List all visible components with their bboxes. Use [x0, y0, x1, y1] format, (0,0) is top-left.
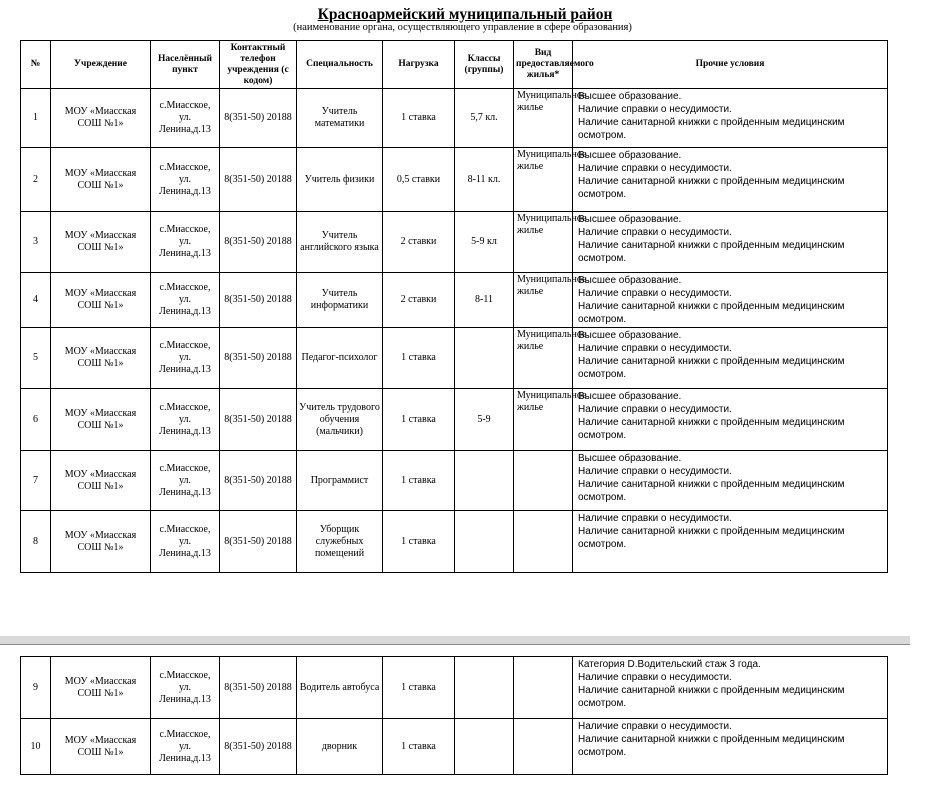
cell-phone: 8(351-50) 20188 — [220, 212, 297, 273]
table-row — [21, 273, 888, 328]
table-row — [21, 89, 888, 148]
cell-classes — [455, 451, 514, 511]
cell-institution: МОУ «Миасская СОШ №1» — [51, 212, 151, 273]
cell-classes: 5-9 — [455, 389, 514, 451]
cell-specialty: Водитель автобуса — [297, 657, 383, 719]
cell-load: 1 ставка — [383, 657, 455, 719]
vacancy-table-continued — [20, 656, 888, 775]
page-title: Красноармейский муниципальный район — [317, 6, 613, 23]
cell-housing — [514, 657, 573, 719]
cell-housing: Муниципальное жилье — [514, 328, 573, 389]
condition-line: Высшее образование. — [578, 391, 682, 402]
cell-classes — [455, 657, 514, 719]
column-header-load: Нагрузка — [383, 41, 455, 89]
cell-locality: с.Миасское, ул. Ленина,д.13 — [151, 719, 220, 775]
condition-line: Категория D.Водительский стаж 3 года. — [578, 659, 761, 670]
cell-housing: Муниципальное жилье — [514, 148, 573, 212]
condition-line: Наличие санитарной книжки с пройденным медицинским осмотром. — [578, 417, 845, 441]
condition-line: Наличие справки о несудимости. — [578, 163, 732, 174]
column-header-locality: Населённый пункт — [151, 41, 220, 89]
cell-load: 2 ставки — [383, 273, 455, 328]
cell-conditions — [573, 657, 888, 719]
cell-conditions — [573, 148, 888, 212]
cell-load: 0,5 ставки — [383, 148, 455, 212]
cell-institution: МОУ «Миасская СОШ №1» — [51, 273, 151, 328]
cell-number: 4 — [21, 273, 51, 328]
table-row — [21, 451, 888, 511]
column-header-housing: Вид предоставляемого жилья* — [514, 41, 573, 89]
cell-number: 8 — [21, 511, 51, 573]
cell-conditions — [573, 451, 888, 511]
column-header-institution: Учреждение — [51, 41, 151, 89]
cell-locality: с.Миасское, ул. Ленина,д.13 — [151, 148, 220, 212]
cell-load: 1 ставка — [383, 89, 455, 148]
page-subtitle: (наименование органа, осуществляющего управление в сфере образования) — [293, 22, 632, 33]
cell-load: 1 ставка — [383, 328, 455, 389]
vacancy-table — [20, 40, 888, 573]
cell-load: 1 ставка — [383, 511, 455, 573]
cell-housing — [514, 451, 573, 511]
cell-load: 2 ставки — [383, 212, 455, 273]
condition-line: Высшее образование. — [578, 91, 682, 102]
condition-line: Наличие справки о несудимости. — [578, 288, 732, 299]
table-row — [21, 148, 888, 212]
condition-line: Наличие санитарной книжки с пройденным медицинским осмотром. — [578, 734, 845, 758]
cell-classes — [455, 719, 514, 775]
condition-line: Высшее образование. — [578, 330, 682, 341]
cell-load: 1 ставка — [383, 451, 455, 511]
cell-specialty: дворник — [297, 719, 383, 775]
cell-conditions — [573, 212, 888, 273]
cell-number: 6 — [21, 389, 51, 451]
table-row — [21, 328, 888, 389]
condition-line: Наличие санитарной книжки с пройденным медицинским осмотром. — [578, 301, 845, 325]
column-header-conditions: Прочие условия — [573, 41, 888, 89]
cell-load: 1 ставка — [383, 389, 455, 451]
cell-number: 2 — [21, 148, 51, 212]
cell-institution: МОУ «Миасская СОШ №1» — [51, 451, 151, 511]
cell-conditions — [573, 273, 888, 328]
cell-locality: с.Миасское, ул. Ленина,д.13 — [151, 212, 220, 273]
cell-housing — [514, 719, 573, 775]
cell-specialty: Программист — [297, 451, 383, 511]
condition-line: Наличие справки о несудимости. — [578, 466, 732, 477]
condition-line: Высшее образование. — [578, 150, 682, 161]
cell-number: 1 — [21, 89, 51, 148]
column-header-classes: Классы (группы) — [455, 41, 514, 89]
cell-institution: МОУ «Миасская СОШ №1» — [51, 328, 151, 389]
cell-conditions — [573, 389, 888, 451]
column-header-specialty: Специальность — [297, 41, 383, 89]
cell-housing — [514, 511, 573, 573]
cell-locality: с.Миасское, ул. Ленина,д.13 — [151, 657, 220, 719]
cell-locality: с.Миасское, ул. Ленина,д.13 — [151, 89, 220, 148]
cell-classes: 5-9 кл — [455, 212, 514, 273]
cell-classes: 8-11 — [455, 273, 514, 328]
cell-specialty: Учитель трудового обучения (мальчики) — [297, 389, 383, 451]
cell-institution: МОУ «Миасская СОШ №1» — [51, 89, 151, 148]
table-header-row — [21, 41, 888, 89]
condition-line: Наличие санитарной книжки с пройденным медицинским осмотром. — [578, 356, 845, 380]
cell-conditions — [573, 511, 888, 573]
cell-locality: с.Миасское, ул. Ленина,д.13 — [151, 389, 220, 451]
condition-line: Высшее образование. — [578, 214, 682, 225]
column-header-number: № — [21, 41, 51, 89]
cell-number: 3 — [21, 212, 51, 273]
condition-line: Наличие справки о несудимости. — [578, 104, 732, 115]
table-row — [21, 389, 888, 451]
condition-line: Наличие справки о несудимости. — [578, 227, 732, 238]
cell-number: 9 — [21, 657, 51, 719]
cell-specialty: Учитель математики — [297, 89, 383, 148]
condition-line: Наличие санитарной книжки с пройденным медицинским осмотром. — [578, 479, 845, 503]
condition-line: Наличие санитарной книжки с пройденным медицинским осмотром. — [578, 685, 845, 709]
cell-number: 10 — [21, 719, 51, 775]
cell-institution: МОУ «Миасская СОШ №1» — [51, 719, 151, 775]
condition-line: Наличие справки о несудимости. — [578, 513, 732, 524]
cell-classes: 5,7 кл. — [455, 89, 514, 148]
cell-conditions — [573, 719, 888, 775]
cell-specialty: Учитель физики — [297, 148, 383, 212]
cell-housing: Муниципальное жилье — [514, 273, 573, 328]
page-break — [0, 636, 910, 644]
cell-locality: с.Миасское, ул. Ленина,д.13 — [151, 273, 220, 328]
cell-number: 5 — [21, 328, 51, 389]
page-break-line — [0, 644, 910, 645]
cell-phone: 8(351-50) 20188 — [220, 328, 297, 389]
condition-line: Наличие санитарной книжки с пройденным медицинским осмотром. — [578, 526, 845, 550]
cell-classes — [455, 328, 514, 389]
condition-line: Наличие справки о несудимости. — [578, 343, 732, 354]
table-row — [21, 511, 888, 573]
table-row — [21, 657, 888, 719]
cell-institution: МОУ «Миасская СОШ №1» — [51, 657, 151, 719]
cell-housing: Муниципальное жилье — [514, 389, 573, 451]
cell-load: 1 ставка — [383, 719, 455, 775]
cell-locality: с.Миасское, ул. Ленина,д.13 — [151, 511, 220, 573]
cell-institution: МОУ «Миасская СОШ №1» — [51, 511, 151, 573]
cell-phone: 8(351-50) 20188 — [220, 273, 297, 328]
cell-conditions — [573, 89, 888, 148]
cell-phone: 8(351-50) 20188 — [220, 148, 297, 212]
condition-line: Наличие справки о несудимости. — [578, 721, 732, 732]
table-row — [21, 212, 888, 273]
condition-line: Высшее образование. — [578, 453, 682, 464]
cell-specialty: Учитель информатики — [297, 273, 383, 328]
cell-specialty: Уборщик служебных помещений — [297, 511, 383, 573]
cell-locality: с.Миасское, ул. Ленина,д.13 — [151, 451, 220, 511]
cell-phone: 8(351-50) 20188 — [220, 657, 297, 719]
cell-phone: 8(351-50) 20188 — [220, 719, 297, 775]
cell-specialty: Педагог-психолог — [297, 328, 383, 389]
cell-institution: МОУ «Миасская СОШ №1» — [51, 389, 151, 451]
cell-classes — [455, 511, 514, 573]
cell-housing: Муниципальное жилье — [514, 212, 573, 273]
condition-line: Наличие санитарной книжки с пройденным медицинским осмотром. — [578, 117, 845, 141]
condition-line: Наличие санитарной книжки с пройденным медицинским осмотром. — [578, 240, 845, 264]
cell-locality: с.Миасское, ул. Ленина,д.13 — [151, 328, 220, 389]
condition-line: Наличие справки о несудимости. — [578, 404, 732, 415]
condition-line: Наличие справки о несудимости. — [578, 672, 732, 683]
condition-line: Высшее образование. — [578, 275, 682, 286]
cell-number: 7 — [21, 451, 51, 511]
column-header-phone: Контактный телефон учреждения (с кодом) — [220, 41, 297, 89]
cell-phone: 8(351-50) 20188 — [220, 389, 297, 451]
cell-housing: Муниципальное жилье — [514, 89, 573, 148]
cell-conditions — [573, 328, 888, 389]
cell-specialty: Учитель английского языка — [297, 212, 383, 273]
cell-phone: 8(351-50) 20188 — [220, 511, 297, 573]
condition-line: Наличие санитарной книжки с пройденным медицинским осмотром. — [578, 176, 845, 200]
table-row — [21, 719, 888, 775]
cell-phone: 8(351-50) 20188 — [220, 89, 297, 148]
cell-classes: 8-11 кл. — [455, 148, 514, 212]
cell-phone: 8(351-50) 20188 — [220, 451, 297, 511]
cell-institution: МОУ «Миасская СОШ №1» — [51, 148, 151, 212]
